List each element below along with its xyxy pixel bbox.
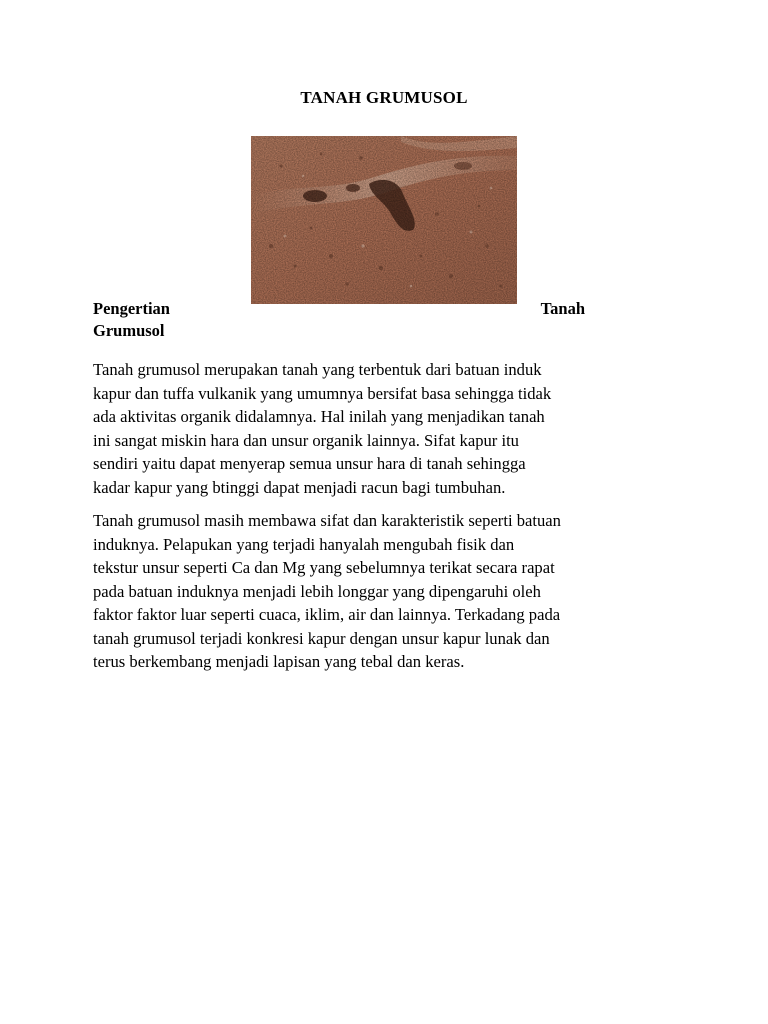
soil-photo-icon (251, 136, 517, 304)
paragraph-line: kadar kapur yang btinggi dapat menjadi racun bagi tumbuhan. (93, 477, 506, 497)
paragraph-line: tekstur unsur seperti Ca dan Mg yang sebelumnya terikat secara rapat (93, 558, 555, 577)
paragraph-line: kapur dan tuffa vulkanik yang umumnya bersifat basa sehingga tidak (93, 383, 552, 403)
paragraph-line: ini sangat miskin hara dan unsur organik lainnya. Sifat kapur itu (93, 430, 519, 450)
paragraph-line: Tanah grumusol masih membawa sifat dan karakteristik seperti batuan (93, 511, 561, 530)
paragraph-line: faktor faktor luar seperti cuaca, iklim, air dan lainnya. Terkadang pada (93, 605, 561, 624)
heading-word-tanah: Tanah (540, 299, 585, 318)
paragraph-line: terus berkembang menjadi lapisan yang tebal dan keras. (93, 652, 465, 671)
heading-word-grumusol: Grumusol (93, 321, 165, 340)
paragraph-line: Tanah grumusol merupakan tanah yang terbentuk dari batuan induk (93, 360, 542, 379)
paragraph-line: ada aktivitas organik didalamnya. Hal inilah yang menjadikan tanah (93, 407, 545, 426)
paragraph-line: pada batuan induknya menjadi lebih longgar yang dipengaruhi oleh (93, 581, 541, 601)
soil-photo-svg (251, 136, 517, 304)
paragraph-line: induknya. Pelapukan yang terjadi hanyalah mengubah fisik dan (93, 534, 515, 554)
heading-word-pengertian: Pengertian (93, 299, 170, 318)
paragraph-1 (93, 358, 693, 499)
page-title: TANAH GRUMUSOL (300, 88, 468, 107)
paragraph-line: sendiri yaitu dapat menyerap semua unsur hara di tanah sehingga (93, 454, 526, 473)
paragraph-2 (93, 509, 693, 674)
paragraph-line: tanah grumusol terjadi konkresi kapur dengan unsur kapur lunak dan (93, 628, 550, 648)
